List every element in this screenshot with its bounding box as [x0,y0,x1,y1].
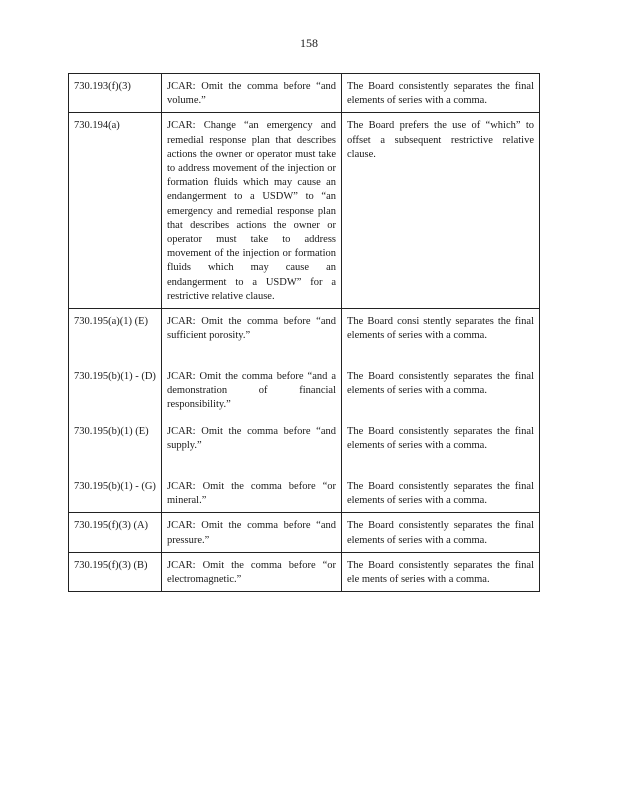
table-row [69,74,540,113]
board-response-text: The Board consistently separates the final elements of series with a comma. [347,481,534,507]
section-cell [69,113,162,309]
section-number: 730.195(b)(1) - (G) [74,481,156,493]
jcar-change-text: JCAR: Omit the comma before “and volume.” [167,81,336,107]
response-cell [342,552,540,591]
page-number: 158 [300,36,318,50]
table-row [69,113,540,309]
board-response-text: The Board consistently separates the final elements of series with a comma. [347,520,534,546]
section-number: 730.195(f)(3) (B) [74,559,148,571]
section-cell [69,309,162,513]
change-cell [162,513,342,552]
board-response-text: The Board consistently separates the final elements of series with a comma. [347,426,534,452]
response-cell [342,309,540,513]
response-cell [342,74,540,113]
board-response-text: The Board consi stently separates the final elements of series with a comma. [347,316,534,342]
table-row [69,309,540,513]
section-number: 730.195(b)(1) (E) [74,426,149,438]
response-cell [342,113,540,309]
board-response-text: The Board consistently separates the final elements of series with a comma. [347,371,534,397]
change-cell [162,552,342,591]
jcar-change-text: JCAR: Omit the comma before “and a demonstration of financial responsibility.” [167,371,336,411]
table-row [69,513,540,552]
comments-table [68,73,540,592]
section-cell [69,552,162,591]
jcar-change-text: JCAR: Omit the comma before “and sufficient porosity.” [167,316,336,342]
table-row [69,552,540,591]
board-response-text: The Board consistently separates the final elements of series with a comma. [347,81,534,107]
section-number: 730.195(b)(1) - (D) [74,371,156,383]
change-cell [162,309,342,513]
change-cell [162,74,342,113]
jcar-change-text: JCAR: Omit the comma before “or mineral.” [167,481,336,507]
response-cell [342,513,540,552]
section-number: 730.195(f)(3) (A) [74,520,149,532]
section-number: 730.193(f)(3) [74,81,131,92]
section-cell [69,74,162,113]
section-number: 730.195(a)(1) (E) [74,316,149,328]
jcar-change-text: JCAR: Omit the comma before “and supply.” [167,426,336,452]
jcar-change-text: JCAR: Omit the comma before “or electromagnetic.” [167,559,336,586]
section-number: 730.194(a) [74,120,120,132]
section-cell [69,513,162,552]
board-response-text: The Board prefers the use of “which” to offset a subsequent restrictive relative clause. [347,120,534,160]
change-cell [162,113,342,309]
board-response-text: The Board consistently separates the final ele ments of series with a comma. [347,559,534,586]
jcar-change-text: JCAR: Change “an emergency and remedial response plan that describes actions the owner or operator must take to address movement of the injection or formation fluids which may cause an endangerment to a USDW” to “an emergency and remedial response plan that describes actions the owner or operator must take to address movement of the injection or formation fluids which may cause an endangerment to a USDW” for a restrictive relative clause. [167,120,336,302]
jcar-change-text: JCAR: Omit the comma before “and pressure.” [167,520,336,546]
